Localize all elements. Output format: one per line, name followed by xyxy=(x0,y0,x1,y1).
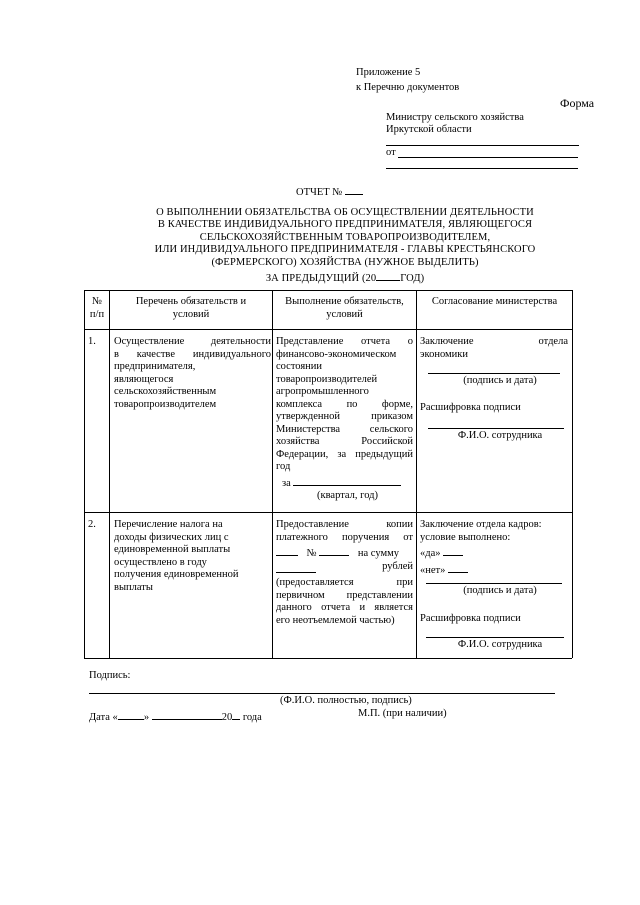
signature-label: Подпись: xyxy=(89,670,131,681)
row2-approval-sign-line xyxy=(426,583,562,584)
row1-approval-name-hint: Ф.И.О. сотрудника xyxy=(457,430,543,441)
row1-fulfillment-line-4: товаропроизводителей xyxy=(276,373,378,385)
row2-fulfillment-line-2: платежного поручения от xyxy=(276,531,413,543)
appendix-line-2: к Перечню документов xyxy=(356,82,460,93)
row2-num: 2. xyxy=(88,519,96,530)
row1-approval-line-1: Заключение отдела xyxy=(420,336,568,347)
row1-approval-decipher: Расшифровка подписи xyxy=(420,402,521,413)
row1-obligation-line-5: сельскохозяйственным xyxy=(114,386,217,397)
row2-fulfillment-line-5: (предоставляется при xyxy=(276,577,413,588)
row2-obligation-line-6: выплаты xyxy=(114,581,153,593)
row1-approval xyxy=(420,336,568,361)
row2-approval xyxy=(420,519,570,577)
table-border-right xyxy=(572,290,573,658)
from-underline-2 xyxy=(386,168,578,169)
row1-fulfillment-line-7: утвержденной приказом xyxy=(276,411,413,422)
row2-fulfillment-line-6: первичном представлении xyxy=(276,589,413,601)
table-column-divider-1 xyxy=(109,290,110,658)
row2-obligation-line-1: Перечисление налога на xyxy=(114,519,223,530)
header-obligations-line-1: Перечень обязательств и xyxy=(135,296,247,307)
row2-fulfillment xyxy=(276,519,413,627)
table-row-separator xyxy=(84,512,572,513)
row1-approval-name-line xyxy=(428,428,564,429)
row1-fulfillment-line-2: финансово-экономическом xyxy=(276,348,397,360)
table-column-divider-2 xyxy=(272,290,273,658)
row1-num: 1. xyxy=(88,336,96,347)
date-day-blank xyxy=(118,708,144,720)
row2-obligation-line-5: получения единовременной xyxy=(114,569,239,580)
row2-approval-name-hint: Ф.И.О. сотрудника xyxy=(457,639,543,650)
addressee-line-2: Иркутской области xyxy=(386,124,472,135)
row1-fulfillment-line-11: год xyxy=(276,461,291,472)
row1-fulfillment xyxy=(276,336,413,503)
row2-yes-blank xyxy=(443,544,463,556)
signature-hint: (Ф.И.О. полностью, подпись) xyxy=(280,695,412,706)
form-label: Форма xyxy=(560,96,595,110)
row2-approval-yes xyxy=(420,544,570,561)
row1-fulfillment-line-1: Представление отчета о xyxy=(276,336,413,347)
date-year-blank xyxy=(232,708,240,720)
row1-fulfillment-line-3: состоянии xyxy=(276,361,323,372)
row1-fulfillment-line-5: агропромышленного xyxy=(276,386,369,397)
date-quote-close: » xyxy=(143,712,150,723)
row1-obligation xyxy=(114,336,271,411)
row2-yes-label: «да» xyxy=(420,548,441,559)
row2-approval-name-line xyxy=(426,637,564,638)
table-border-top xyxy=(84,290,572,291)
row1-obligation-line-1: Осуществление деятельности xyxy=(114,336,271,347)
signature-line xyxy=(89,693,555,694)
report-title-line-3: СЕЛЬСКОХОЗЯЙСТВЕННЫМ ТОВАРОПРОИЗВОДИТЕЛЕМ, xyxy=(199,231,491,243)
row1-approval-line-2: экономики xyxy=(420,348,468,360)
header-num-line-2: п/п xyxy=(89,308,105,320)
row2-approval-line-2: условие выполнено: xyxy=(420,531,511,543)
row2-num-sign: № xyxy=(306,548,317,559)
row1-fulfillment-line-8: Министерства сельского xyxy=(276,423,413,435)
row1-approval-sign-hint: (подпись и дата) xyxy=(463,375,537,386)
row2-fulfillment-line-1: Предоставление копии xyxy=(276,519,413,530)
report-period-prefix: ЗА ПРЕДЫДУЩИЙ (20 xyxy=(265,273,377,285)
from-underline-1 xyxy=(398,157,578,158)
row2-no-blank xyxy=(448,561,468,573)
row1-fulfillment-line-9: хозяйства Российской xyxy=(276,436,413,447)
row1-period-blank xyxy=(293,474,401,486)
row1-fulfillment-line-10: Федерации, за предыдущий xyxy=(276,448,413,460)
row2-approval-sign-hint: (подпись и дата) xyxy=(463,585,537,596)
row2-obligation-line-4: осуществлено в году xyxy=(114,556,207,568)
report-title-line-6 xyxy=(120,269,570,285)
row2-fulfillment-line-3 xyxy=(276,544,413,561)
date-year: 20 xyxy=(221,712,233,723)
header-fulfillment-line-1: Выполнение обязательств, xyxy=(285,296,404,307)
row1-obligation-line-6: товаропроизводителем xyxy=(114,398,217,410)
report-number-label: ОТЧЕТ № xyxy=(296,187,343,198)
row2-fulfillment-line-8: его неотъемлемой частью) xyxy=(276,614,395,626)
report-number xyxy=(296,183,396,200)
row2-approval-no xyxy=(420,561,570,578)
report-number-blank xyxy=(345,183,363,195)
row2-sum-label: на сумму xyxy=(357,548,399,559)
report-title-line-5: (ФЕРМЕРСКОГО) ХОЗЯЙСТВА (НУЖНОЕ ВЫДЕЛИТЬ) xyxy=(211,256,479,268)
header-approval: Согласование министерства xyxy=(431,296,558,307)
header-num-line-1: № xyxy=(91,296,103,307)
row2-obligation xyxy=(114,519,271,594)
header-obligations xyxy=(110,296,272,321)
report-title-line-4: ИЛИ ИНДИВИДУАЛЬНОГО ПРЕДПРИНИМАТЕЛЯ - ГЛАВЫ КРЕСТЬЯНСКОГО xyxy=(154,244,536,256)
row2-fulfillment-line-4 xyxy=(276,561,413,578)
table-border-left xyxy=(84,290,85,658)
table-border-bottom xyxy=(84,658,572,659)
header-num xyxy=(85,296,109,321)
from-label: от xyxy=(386,147,396,158)
appendix-line-1: Приложение 5 xyxy=(356,67,421,78)
row2-date-blank xyxy=(276,544,298,556)
row2-approval-decipher: Расшифровка подписи xyxy=(420,613,521,624)
date-month-blank xyxy=(152,708,222,720)
header-fulfillment-line-2: условий xyxy=(326,308,363,320)
date-prefix: Дата « xyxy=(89,712,118,723)
stamp-note: М.П. (при наличии) xyxy=(358,708,447,719)
report-title xyxy=(120,207,570,285)
row1-fulfillment-za xyxy=(276,474,413,491)
addressee-line-1: Министру сельского хозяйства xyxy=(386,112,524,123)
table-header-separator xyxy=(84,329,572,330)
row2-sum-blank xyxy=(276,561,316,573)
date-line xyxy=(89,708,262,725)
report-title-line-1: О ВЫПОЛНЕНИИ ОБЯЗАТЕЛЬСТВА ОБ ОСУЩЕСТВЛЕНИИ ДЕЯТЕЛЬНОСТИ xyxy=(156,207,534,218)
row2-no-label: «нет» xyxy=(420,564,446,576)
row1-obligation-line-4: являющегося xyxy=(114,373,174,385)
report-year-blank xyxy=(376,269,400,281)
row1-fulfillment-line-6: комплекса по форме, xyxy=(276,398,413,410)
header-obligations-line-2: условий xyxy=(172,308,210,320)
row2-num-blank xyxy=(319,544,349,556)
row2-obligation-line-3: единовременной выплаты xyxy=(114,544,231,555)
row1-obligation-line-2: в качестве индивидуального xyxy=(114,348,271,360)
header-fulfillment xyxy=(273,296,416,321)
report-title-line-2: В КАЧЕСТВЕ ИНДИВИДУАЛЬНОГО ПРЕДПРИНИМАТЕЛЯ, ЯВЛЯЮЩЕГОСЯ xyxy=(157,219,533,231)
row2-fulfillment-line-7: данного отчета и является xyxy=(276,602,413,613)
row1-fulfillment-hint: (квартал, год) xyxy=(317,490,378,501)
row2-rub-label: рублей xyxy=(382,560,413,572)
addressee-underline xyxy=(386,145,579,146)
table-column-divider-3 xyxy=(416,290,417,658)
row1-approval-sign-line xyxy=(428,373,560,374)
row1-fulfillment-za-label: за xyxy=(282,477,291,489)
row2-obligation-line-2: доходы физических лиц с xyxy=(114,531,229,543)
report-period-suffix: ГОД) xyxy=(400,273,425,285)
row1-obligation-line-3: предпринимателя, xyxy=(114,361,196,372)
row2-approval-line-1: Заключение отдела кадров: xyxy=(420,519,542,530)
date-year-suffix: года xyxy=(242,712,262,723)
